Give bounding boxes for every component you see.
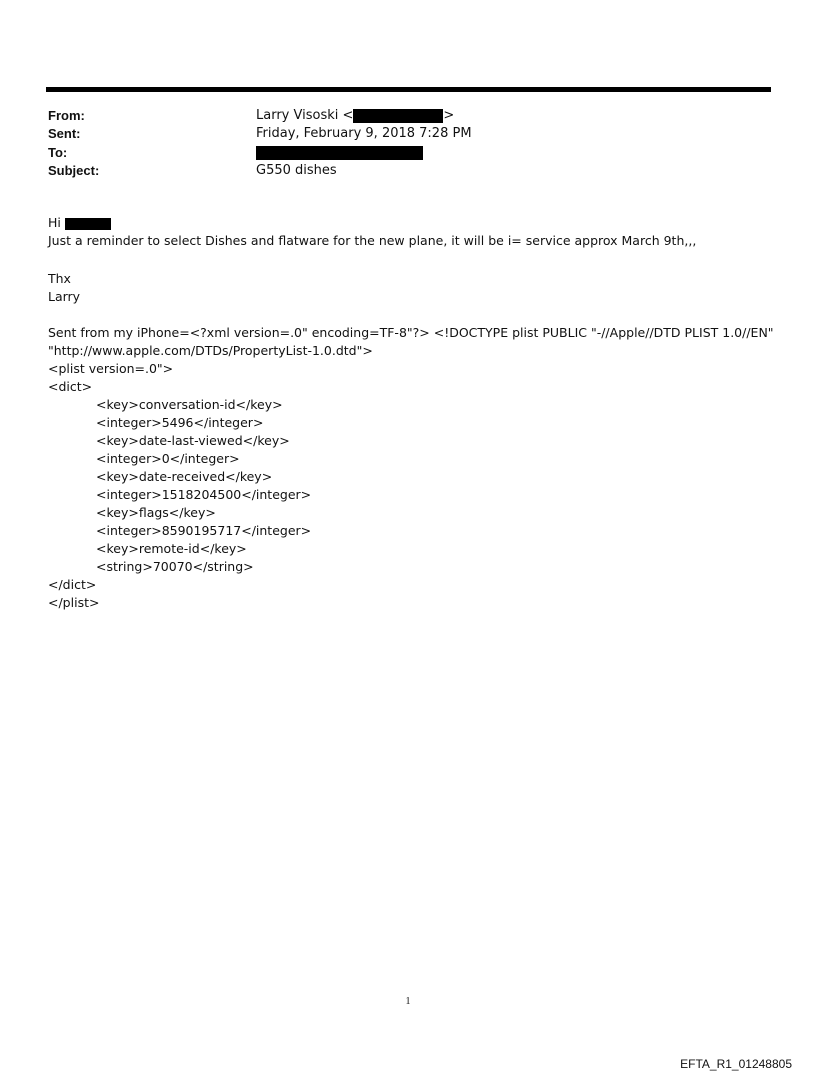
sent-label: Sent: bbox=[48, 126, 81, 141]
dict-line: <integer>8590195717</integer> bbox=[96, 523, 312, 538]
from-name: Larry Visoski < bbox=[256, 108, 354, 123]
thx-line: Thx bbox=[48, 271, 71, 286]
dict-line: <key>remote-id</key> bbox=[96, 541, 247, 556]
sent-value: Friday, February 9, 2018 7:28 PM bbox=[256, 126, 472, 141]
dict-line: <key>flags</key> bbox=[96, 505, 216, 520]
from-label: From: bbox=[48, 108, 85, 123]
from-close: > bbox=[443, 108, 455, 123]
to-label: To: bbox=[48, 145, 68, 160]
to-value bbox=[256, 145, 423, 161]
plist-open-line: <plist version=.0"> bbox=[48, 361, 174, 376]
from-value bbox=[256, 108, 454, 124]
plist-close-line: </plist> bbox=[48, 595, 100, 610]
subject-value: G550 dishes bbox=[256, 163, 337, 178]
dtd-url-line: "http://www.apple.com/DTDs/PropertyList-1.0.dtd"> bbox=[48, 343, 373, 358]
dict-line: <string>70070</string> bbox=[96, 559, 254, 574]
dict-line: <key>conversation-id</key> bbox=[96, 397, 283, 412]
greeting: Hi bbox=[48, 215, 61, 230]
dict-line: <integer>1518204500</integer> bbox=[96, 487, 312, 502]
redaction-block bbox=[256, 146, 423, 160]
header-rule bbox=[46, 87, 771, 92]
greeting-line bbox=[48, 214, 111, 232]
dict-line: <key>date-received</key> bbox=[96, 469, 273, 484]
dict-line: <integer>5496</integer> bbox=[96, 415, 264, 430]
bates-number: EFTA_R1_01248805 bbox=[680, 1057, 792, 1071]
signoff-line: Larry bbox=[48, 289, 81, 304]
sent-from-line: Sent from my iPhone=<?xml version=.0" encoding=TF-8"?> <!DOCTYPE plist PUBLIC "-//Apple//DTD PLIST 1.0//EN" bbox=[48, 325, 774, 340]
redaction-block bbox=[353, 109, 443, 123]
redaction-block bbox=[65, 218, 111, 230]
dict-close-line: </dict> bbox=[48, 577, 97, 592]
dict-line: <integer>0</integer> bbox=[96, 451, 240, 466]
dict-open-line: <dict> bbox=[48, 379, 93, 394]
subject-label: Subject: bbox=[48, 163, 100, 178]
message-line: Just a reminder to select Dishes and flatware for the new plane, it will be i= service approx March 9th,,, bbox=[48, 233, 697, 248]
dict-line: <key>date-last-viewed</key> bbox=[96, 433, 290, 448]
page-number: 1 bbox=[405, 996, 411, 1007]
